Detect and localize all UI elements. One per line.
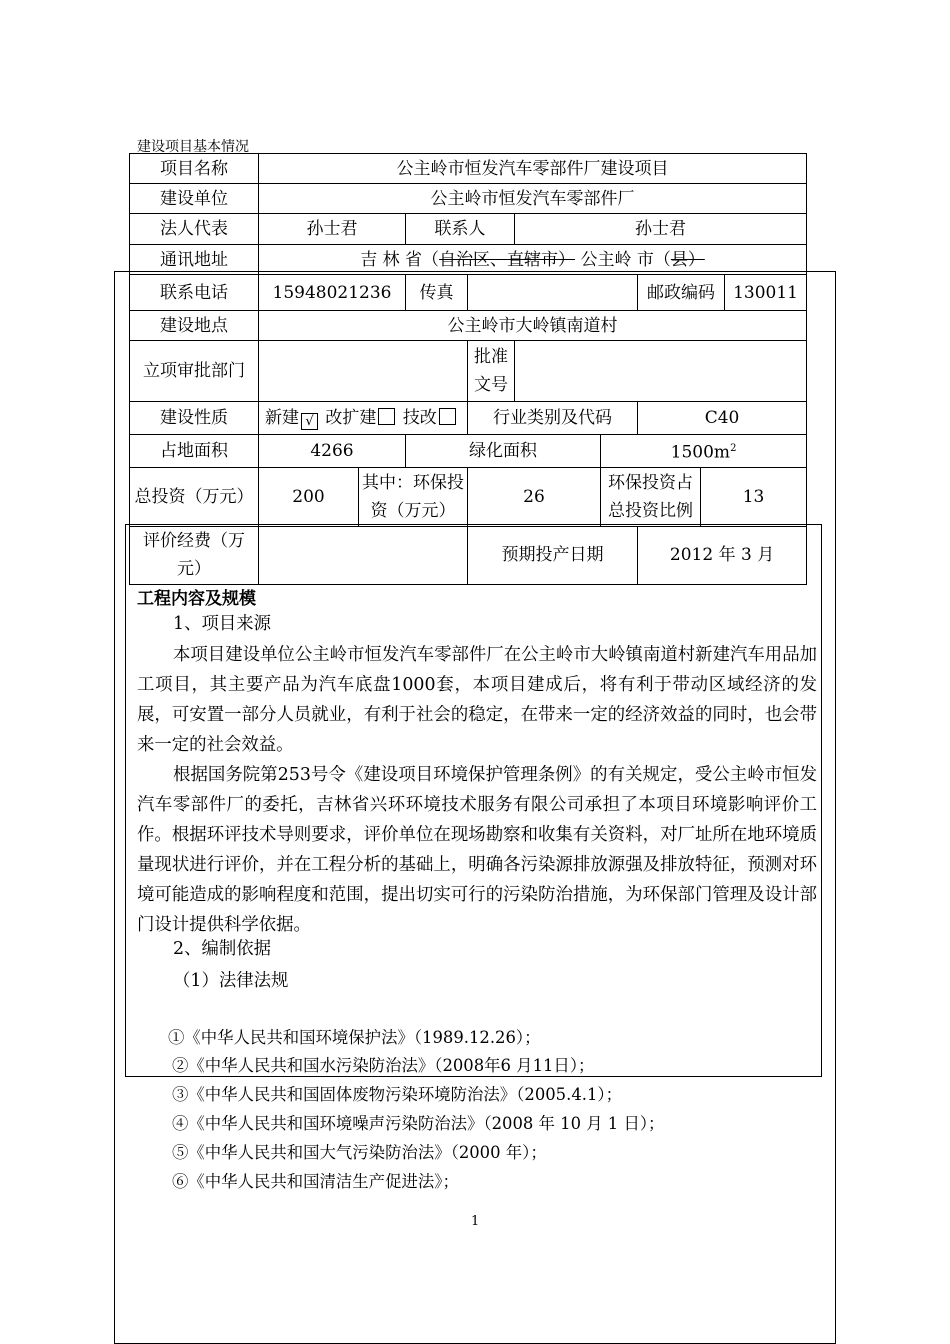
project-info-table [129, 153, 807, 585]
value-nature [259, 402, 468, 435]
nature-reno-label: 改扩建 [325, 408, 377, 428]
green-area-number: 1500m [670, 442, 731, 463]
value-project-name: 公主岭市恒发汽车零部件厂建设项目 [259, 154, 807, 184]
address-city-struck: 县） [670, 249, 705, 270]
label-fax: 传真 [406, 275, 468, 311]
label-legal-rep: 法人代表 [130, 214, 259, 245]
value-investment: 200 [259, 467, 359, 526]
label-env-ratio: 环保投资占总投资比例 [601, 467, 701, 526]
label-postcode: 邮政编码 [638, 275, 725, 311]
label-investment: 总投资（万元） [130, 467, 259, 526]
address-city: 公主岭 市（ [580, 249, 671, 270]
label-production-date: 预期投产日期 [468, 526, 638, 584]
label-industry: 行业类别及代码 [468, 402, 638, 435]
value-green-area [601, 435, 807, 468]
value-env-investment: 26 [468, 467, 601, 526]
value-approval-doc [515, 341, 807, 402]
law-item: ②《中华人民共和国水污染防治法》（2008年6 月11日）； [172, 1056, 595, 1075]
address-province-struck: 自治区、直辖市） [439, 249, 576, 270]
value-legal-rep: 孙士君 [259, 214, 406, 245]
label-site: 建设地点 [130, 311, 259, 341]
value-fax [468, 275, 638, 311]
green-area-unit-sup: 2 [730, 443, 737, 454]
law-item: ④《中华人民共和国环境噪声污染防治法》（2008 年 10 月 1 日）； [172, 1114, 665, 1133]
label-env-investment: 其中：环保投资（万元） [359, 467, 468, 526]
label-project-name: 项目名称 [130, 154, 259, 184]
heading-compilation-basis: 2、编制依据 [173, 939, 272, 959]
value-eval-fee [259, 526, 468, 584]
heading-project-source: 1、项目来源 [173, 614, 272, 634]
value-area: 4266 [259, 435, 406, 468]
page-number: 1 [471, 1214, 480, 1229]
paragraph-project-source: 本项目建设单位公主岭市恒发汽车零部件厂在公主岭市大岭镇南道村新建汽车用品加工项目，其主要产品为汽车底盘1000套，本项目建成后，将有利于带动区域经济的发展，可安置一部分人员就业，有利于社会的稳定，在带来一定的经济效益的同时，也会带来一定的社会效益。 [137, 645, 817, 755]
heading-laws: （1）法律法规 [173, 971, 289, 991]
checkbox-new[interactable]: √ [301, 413, 318, 430]
law-item: ⑥《中华人民共和国清洁生产促进法》； [172, 1172, 459, 1191]
nature-new-label: 新建 [265, 408, 299, 428]
address-province: 吉 林 省（ [360, 249, 440, 270]
value-site: 公主岭市大岭镇南道村 [259, 311, 807, 341]
label-contact: 联系人 [406, 214, 515, 245]
value-approval [259, 341, 468, 402]
checkbox-renovation[interactable] [378, 408, 395, 425]
label-phone: 联系电话 [130, 275, 259, 311]
law-item: ⑤《中华人民共和国大气污染防治法》（2000 年）； [172, 1143, 547, 1162]
label-approval-doc: 批准文号 [468, 341, 515, 402]
law-item: ③《中华人民共和国固体废物污染环境防治法》（2005.4.1）； [172, 1085, 622, 1104]
paragraph-basis: 根据国务院第253号令《建设项目环境保护管理条例》的有关规定，受公主岭市恒发汽车零部件厂的委托，吉林省兴环环境技术服务有限公司承担了本项目环境影响评价工作。根据环评技术导则要求，评价单位在现场勘察和收集有关资料，对厂址所在地环境质量现状进行评价，并在工程分析的基础上，明确各污染源排放源强及排放特征，预测对环境可能造成的影响程度和范围，提出切实可行的污染防治措施，为环保部门管理及设计部门设计提供科学依据。 [137, 765, 817, 935]
value-env-ratio: 13 [701, 467, 807, 526]
section-title: 工程内容及规模 [137, 589, 256, 609]
value-address [259, 245, 807, 275]
value-production-date: 2012 年 3 月 [638, 526, 807, 584]
label-approval: 立项审批部门 [130, 341, 259, 402]
label-address: 通讯地址 [130, 245, 259, 275]
label-green-area: 绿化面积 [406, 435, 601, 468]
checkbox-tech-upgrade[interactable] [439, 408, 456, 425]
label-area: 占地面积 [130, 435, 259, 468]
value-contact: 孙士君 [515, 214, 807, 245]
value-industry: C40 [638, 402, 807, 435]
label-eval-fee: 评价经费（万元） [130, 526, 259, 584]
label-nature: 建设性质 [130, 402, 259, 435]
value-phone: 15948021236 [259, 275, 406, 311]
table-caption: 建设项目基本情况 [137, 139, 249, 155]
value-builder: 公主岭市恒发汽车零部件厂 [259, 184, 807, 214]
label-builder: 建设单位 [130, 184, 259, 214]
law-item: ①《中华人民共和国环境保护法》（1989.12.26）； [168, 1028, 541, 1047]
nature-tech-label: 技改 [402, 408, 437, 428]
value-postcode: 130011 [725, 275, 807, 311]
